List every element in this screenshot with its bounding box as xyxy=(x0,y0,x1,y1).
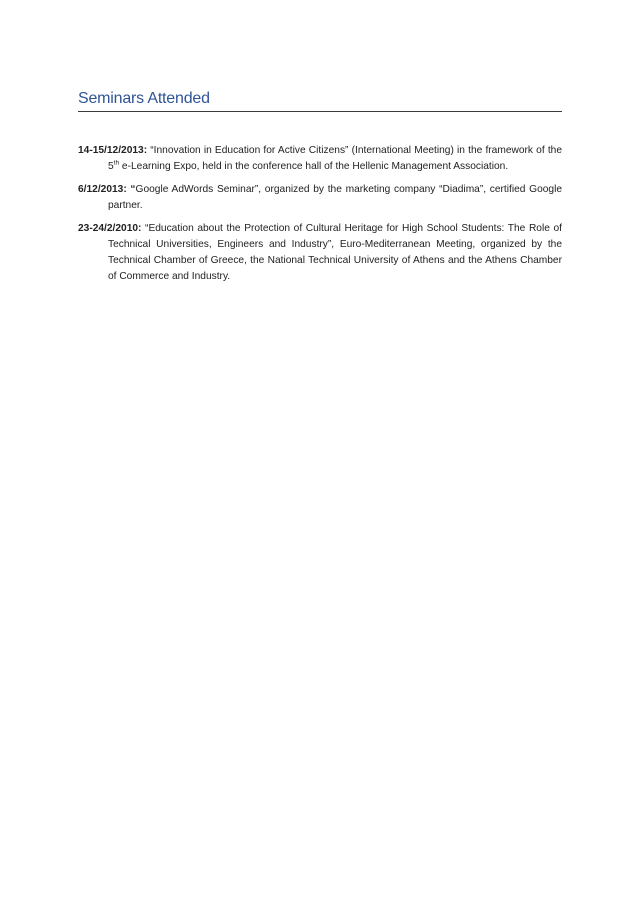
seminar-date: 23-24/2/2010: xyxy=(78,223,142,234)
seminar-date: 14-15/12/2013: xyxy=(78,145,148,156)
document-page xyxy=(78,90,562,292)
seminar-entry xyxy=(78,143,562,175)
section-heading: Seminars Attended xyxy=(78,90,562,112)
seminar-description: Google AdWords Seminar”, organized by the marketing company “Diadima”, certified Google partner. xyxy=(108,184,563,211)
seminar-entry xyxy=(78,182,562,214)
seminar-description: “Education about the Protection of Cultural Heritage for High School Students: The Role of Technical Universities, Engineers and Industry”, Euro-Mediterranean Meeting, organized by the Technical Chamber of Greece, the National Technical University of Athens and the Athens Chamber of Commerce and Industry. xyxy=(108,223,562,282)
ordinal-suffix: th xyxy=(113,159,120,167)
seminar-description: “Innovation in Education for Active Citizens” (International Meeting) in the framework of the 5 xyxy=(108,145,562,172)
seminar-entry xyxy=(78,221,562,285)
seminar-list xyxy=(78,143,562,285)
seminar-date: 6/12/2013: “ xyxy=(78,184,136,195)
seminar-description-cont: e-Learning Expo, held in the conference hall of the Hellenic Management Association. xyxy=(119,161,509,172)
